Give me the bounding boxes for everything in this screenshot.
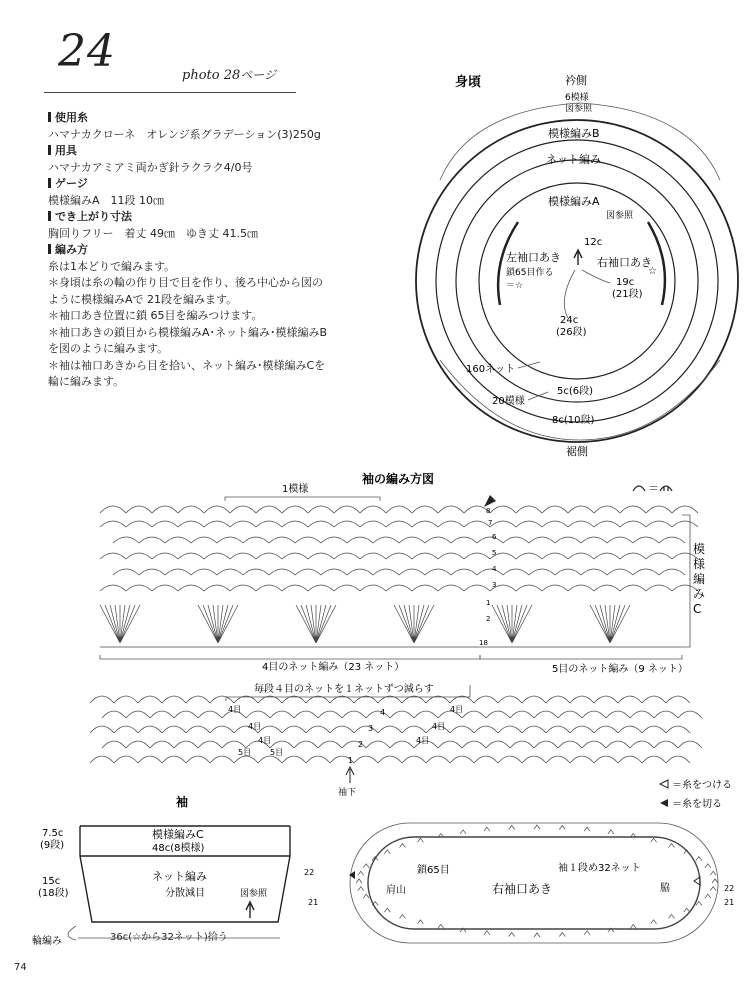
row-num: 8 bbox=[486, 507, 491, 515]
tools-heading: 用具 bbox=[48, 143, 330, 160]
num-22-right: 22 bbox=[724, 884, 735, 893]
opening-title: 右袖口あき bbox=[492, 882, 553, 896]
repeat-bracket bbox=[225, 497, 380, 501]
net-label: 4目 bbox=[450, 705, 464, 714]
body-diagram-title: 身頃 bbox=[455, 75, 482, 90]
row-num: 7 bbox=[488, 519, 493, 527]
row-num: 18 bbox=[479, 639, 488, 647]
legend-cut: ＝糸を切る bbox=[672, 799, 722, 810]
method-line: ＊身頃は糸の輪の作り目で目を作り、後ろ中心から図のように模様編みAで 21段を編みます。 bbox=[48, 276, 323, 306]
row-num: 6 bbox=[492, 533, 497, 541]
net-row-num: 4 bbox=[380, 708, 386, 717]
center-12c: 12c bbox=[584, 237, 603, 248]
collar-side-label: 衿側 bbox=[565, 74, 587, 87]
photo-page: 28 bbox=[223, 68, 241, 83]
up-arrow-icon bbox=[574, 250, 582, 265]
net-mesh-rows bbox=[90, 696, 702, 763]
left-opening-label: 左袖口あき bbox=[506, 251, 561, 264]
top-dimension-arc bbox=[440, 103, 720, 180]
net-row4-label: 4目のネット編み（23 ネット） bbox=[262, 662, 405, 673]
opening-stitches bbox=[356, 825, 718, 937]
sleeve-up-arrow-icon bbox=[246, 902, 254, 918]
sleeve-net-band: ネット編み bbox=[152, 870, 207, 883]
sleeve-spread-dec: 分散減目 bbox=[165, 888, 205, 899]
size-heading: でき上がり寸法 bbox=[48, 209, 330, 226]
underarm-label: 袖下 bbox=[338, 788, 357, 798]
opening-shoulder: 肩山 bbox=[386, 885, 406, 896]
num-21-left: 21 bbox=[308, 898, 319, 907]
left-mark-label: ＝☆ bbox=[506, 281, 524, 291]
top-ref-label: 図参照 bbox=[565, 104, 593, 114]
side-bracket bbox=[682, 515, 690, 647]
decrease-note: 毎段４目のネットを１ネットずつ減らす bbox=[254, 684, 434, 695]
row-num: 1 bbox=[486, 599, 491, 607]
method-line: ＊袖は袖口あきから目を拾い、ネット編み･模様編みCを輪に編みます。 bbox=[48, 358, 326, 388]
hem-side-label: 裾側 bbox=[566, 445, 588, 458]
net-row5-bracket bbox=[480, 655, 682, 659]
num-22-left: 22 bbox=[304, 868, 315, 877]
gauge-text: 模様編みA 11段 10㎝ bbox=[48, 193, 165, 207]
pattern-c-chart bbox=[100, 506, 698, 647]
pattern-number: 24 bbox=[58, 26, 116, 77]
net-count-label: 160ネット bbox=[466, 364, 516, 375]
side-label-1: 模 bbox=[693, 542, 706, 556]
page-number: 74 bbox=[14, 962, 27, 973]
photo-suffix: ページ bbox=[240, 68, 277, 82]
legend-attach: ＝糸をつける bbox=[672, 780, 732, 791]
net-row4-bracket bbox=[100, 655, 480, 659]
inner-c: 24c bbox=[560, 315, 579, 326]
right-rows-c: 19c bbox=[616, 277, 635, 288]
dim-top-r: (9段) bbox=[40, 840, 65, 851]
opening-chain: 鎖65目 bbox=[417, 865, 450, 876]
pattern-b-ring bbox=[436, 140, 718, 422]
band-b-label: 模様編みB bbox=[548, 127, 600, 140]
sleeve-width: 48c(8模様) bbox=[152, 843, 205, 854]
side-label-5: C bbox=[693, 602, 702, 616]
underarm-arrow-icon bbox=[346, 767, 354, 783]
pattern-count-label: 20模様 bbox=[492, 396, 525, 407]
inner-r: (26段) bbox=[556, 327, 587, 338]
row-num: 3 bbox=[492, 581, 497, 589]
opening-side: 脇 bbox=[660, 883, 670, 894]
dim-net-r: (18段) bbox=[38, 888, 69, 899]
right-star: ☆ bbox=[648, 266, 657, 277]
num-21-right: 21 bbox=[724, 898, 735, 907]
sleeve-chart-title: 袖の編み方図 bbox=[362, 472, 435, 486]
net-label: 5目 bbox=[270, 748, 284, 757]
net-row-num: 3 bbox=[368, 724, 374, 733]
arch-rows bbox=[100, 521, 698, 591]
dim-top-c: 7.5c bbox=[42, 828, 64, 839]
opening-round1: 袖１段め32ネット bbox=[558, 863, 641, 874]
yarn-text: ハマナカクローネ オレンジ系グラデーション(3)250g bbox=[48, 127, 321, 141]
method-line: ＊袖口あき位置に鎖 65目を編みつけます。 bbox=[48, 309, 263, 322]
sleeve-direction: 輪編み bbox=[32, 936, 62, 947]
inner-leader bbox=[564, 270, 575, 318]
top-pattern-count: 6模様 bbox=[565, 93, 589, 103]
net-label: 4目 bbox=[416, 736, 430, 745]
net-row5-label: 5目のネット編み（9 ネット） bbox=[552, 664, 688, 675]
side-label-3: 編 bbox=[693, 572, 706, 586]
right-rows-r: (21段) bbox=[612, 289, 643, 300]
left-chain-label: 鎖65目作る bbox=[506, 268, 554, 278]
round-arrow-icon bbox=[68, 926, 76, 940]
net-label: 5目 bbox=[238, 748, 252, 757]
method-line: 糸は1本どりで編みます。 bbox=[48, 259, 176, 273]
bottom-5c: 5c(6段) bbox=[557, 386, 594, 397]
stitch-symbol-icon bbox=[660, 486, 672, 491]
cut-flag-icon bbox=[484, 495, 496, 507]
side-label-4: み bbox=[693, 587, 706, 601]
side-label-2: 様 bbox=[693, 557, 706, 571]
right-opening-label: 右袖口あき bbox=[597, 256, 652, 269]
sleeve-stitch-chart bbox=[0, 465, 750, 800]
center-ref-label: 図参照 bbox=[606, 211, 634, 221]
size-text: 胸回りフリー 着丈 49㎝ ゆき丈 41.5㎝ bbox=[48, 226, 259, 240]
tools-text: ハマナカアミアミ両かぎ針ラクラク4/0号 bbox=[48, 160, 253, 174]
method-line: ＊袖口あきの鎖目から模様編みA･ネット編み･模様編みBを図のように編みます。 bbox=[48, 325, 328, 355]
band-a-label: 模様編みA bbox=[548, 195, 600, 208]
sleeve-pickup: 36c(☆から32ネット)拾う bbox=[110, 932, 228, 943]
arch-symbol-icon bbox=[633, 486, 645, 491]
opening-diagram bbox=[300, 805, 750, 955]
net-label: 4目 bbox=[248, 722, 262, 731]
net-row-num: 2 bbox=[358, 740, 364, 749]
right-rows-leader bbox=[582, 270, 610, 283]
attach-yarn-icon bbox=[660, 780, 668, 788]
row-num: 4 bbox=[492, 565, 497, 573]
sleeve-ref: 図参照 bbox=[240, 889, 268, 899]
yarn-heading: 使用糸 bbox=[48, 110, 330, 127]
method-heading: 編み方 bbox=[48, 242, 330, 259]
gauge-heading: ゲージ bbox=[48, 176, 330, 193]
sleeve-top-band: 模様編みC bbox=[152, 828, 204, 841]
bottom-8c: 8c(10段) bbox=[552, 415, 595, 426]
repeat-label: 1模様 bbox=[282, 484, 309, 495]
net-label: 4目 bbox=[258, 736, 272, 745]
photo-label: photo bbox=[182, 68, 220, 83]
body-diagram bbox=[0, 0, 750, 470]
dim-net-c: 15c bbox=[42, 876, 61, 887]
net-label: 4目 bbox=[432, 722, 446, 731]
net-label: 4目 bbox=[228, 705, 242, 714]
row-num: 2 bbox=[486, 615, 491, 623]
shell-rows bbox=[100, 506, 698, 513]
attach-yarn-marker-icon bbox=[694, 877, 700, 885]
symbol-eq: ＝ bbox=[648, 482, 659, 495]
band-net-label: ネット編み bbox=[546, 153, 601, 166]
sleeve-title: 袖 bbox=[176, 795, 189, 809]
fan-rows bbox=[100, 605, 630, 643]
row-num: 5 bbox=[492, 549, 497, 557]
net-row-num: 1 bbox=[348, 756, 354, 765]
sleeve-diagram bbox=[0, 790, 330, 960]
